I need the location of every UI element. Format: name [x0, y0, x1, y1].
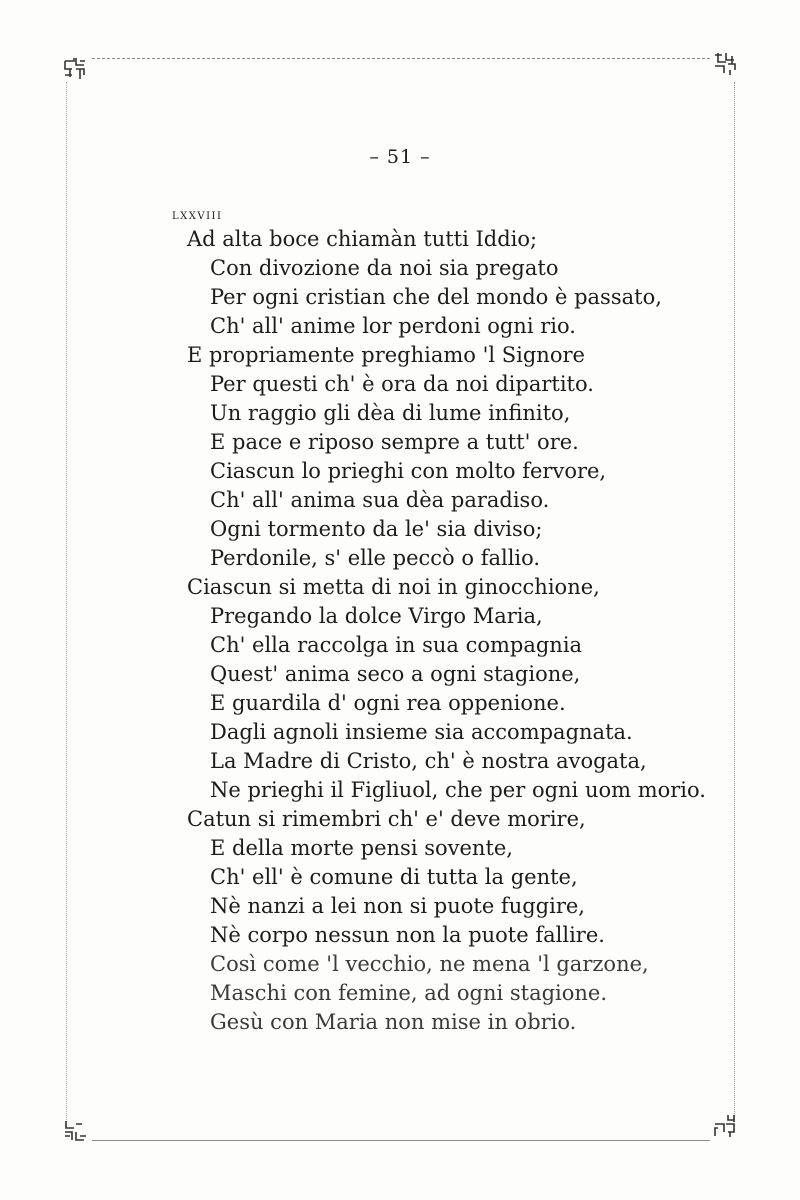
verse-line: Per questi ch' è ora da noi dipartito.	[210, 372, 594, 396]
corner-ornament-bottom-left-icon	[62, 1118, 88, 1144]
verse-line: E pace e riposo sempre a tutt' ore.	[210, 430, 579, 454]
frame-right-rule	[734, 82, 735, 1122]
verse-line: Nè nanzi a lei non si puote fuggire,	[210, 894, 585, 918]
verse-line: Ad alta boce chiamàn tutti Iddio;	[187, 227, 538, 251]
corner-ornament-top-left-icon	[62, 55, 88, 81]
verse-line: Ciascun si metta di noi in ginocchione,	[187, 575, 600, 599]
verse-line: E guardila d' ogni rea oppenione.	[210, 691, 566, 715]
verse-line: Nè corpo nessun non la puote fallire.	[210, 923, 605, 947]
corner-ornament-bottom-right-icon	[712, 1112, 738, 1138]
verse-line: E propriamente preghiamo 'l Signore	[187, 343, 585, 367]
verse-line: Ch' ella raccolga in sua compagnia	[210, 633, 583, 657]
verse-line: Ch' all' anime lor perdoni ogni rio.	[210, 314, 576, 338]
corner-ornament-top-right-icon	[712, 50, 738, 76]
verse-line: Ch' ell' è comune di tutta la gente,	[210, 865, 578, 889]
frame-left-rule	[66, 82, 67, 1122]
frame-top-rule	[92, 58, 710, 59]
poem-number: LXXVIII	[172, 211, 223, 222]
page-number: – 51 –	[369, 146, 431, 168]
frame-bottom-rule	[92, 1140, 710, 1141]
verse-line: Pregando la dolce Virgo Maria,	[210, 604, 543, 628]
verse-line: Catun si rimembri ch' e' deve morire,	[187, 807, 586, 831]
verse-line: Ogni tormento da le' sia diviso;	[210, 517, 543, 541]
verse-line: Gesù con Maria non mise in obrio.	[210, 1010, 577, 1034]
verse-line: Un raggio gli dèa di lume infinito,	[210, 401, 571, 425]
verse-line: Dagli agnoli insieme sia accompagnata.	[210, 720, 633, 744]
verse-line: Ne prieghi il Figliuol, che per ogni uom morio.	[210, 778, 706, 802]
verse-line: Così come 'l vecchio, ne mena 'l garzone,	[210, 952, 649, 976]
verse-line: Con divozione da noi sia pregato	[210, 256, 559, 280]
verse-line: Quest' anima seco a ogni stagione,	[210, 662, 581, 686]
verse-line: Per ogni cristian che del mondo è passato,	[210, 285, 662, 309]
verse-line: Ch' all' anima sua dèa paradiso.	[210, 488, 550, 512]
verse-line: Ciascun lo prieghi con molto fervore,	[210, 459, 607, 483]
verse-line: Maschi con femine, ad ogni stagione.	[210, 981, 608, 1005]
verse-line: E della morte pensi sovente,	[210, 836, 513, 860]
verse-line: La Madre di Cristo, ch' è nostra avogata,	[210, 749, 647, 773]
verse-line: Perdonile, s' elle peccò o fallio.	[210, 546, 541, 570]
